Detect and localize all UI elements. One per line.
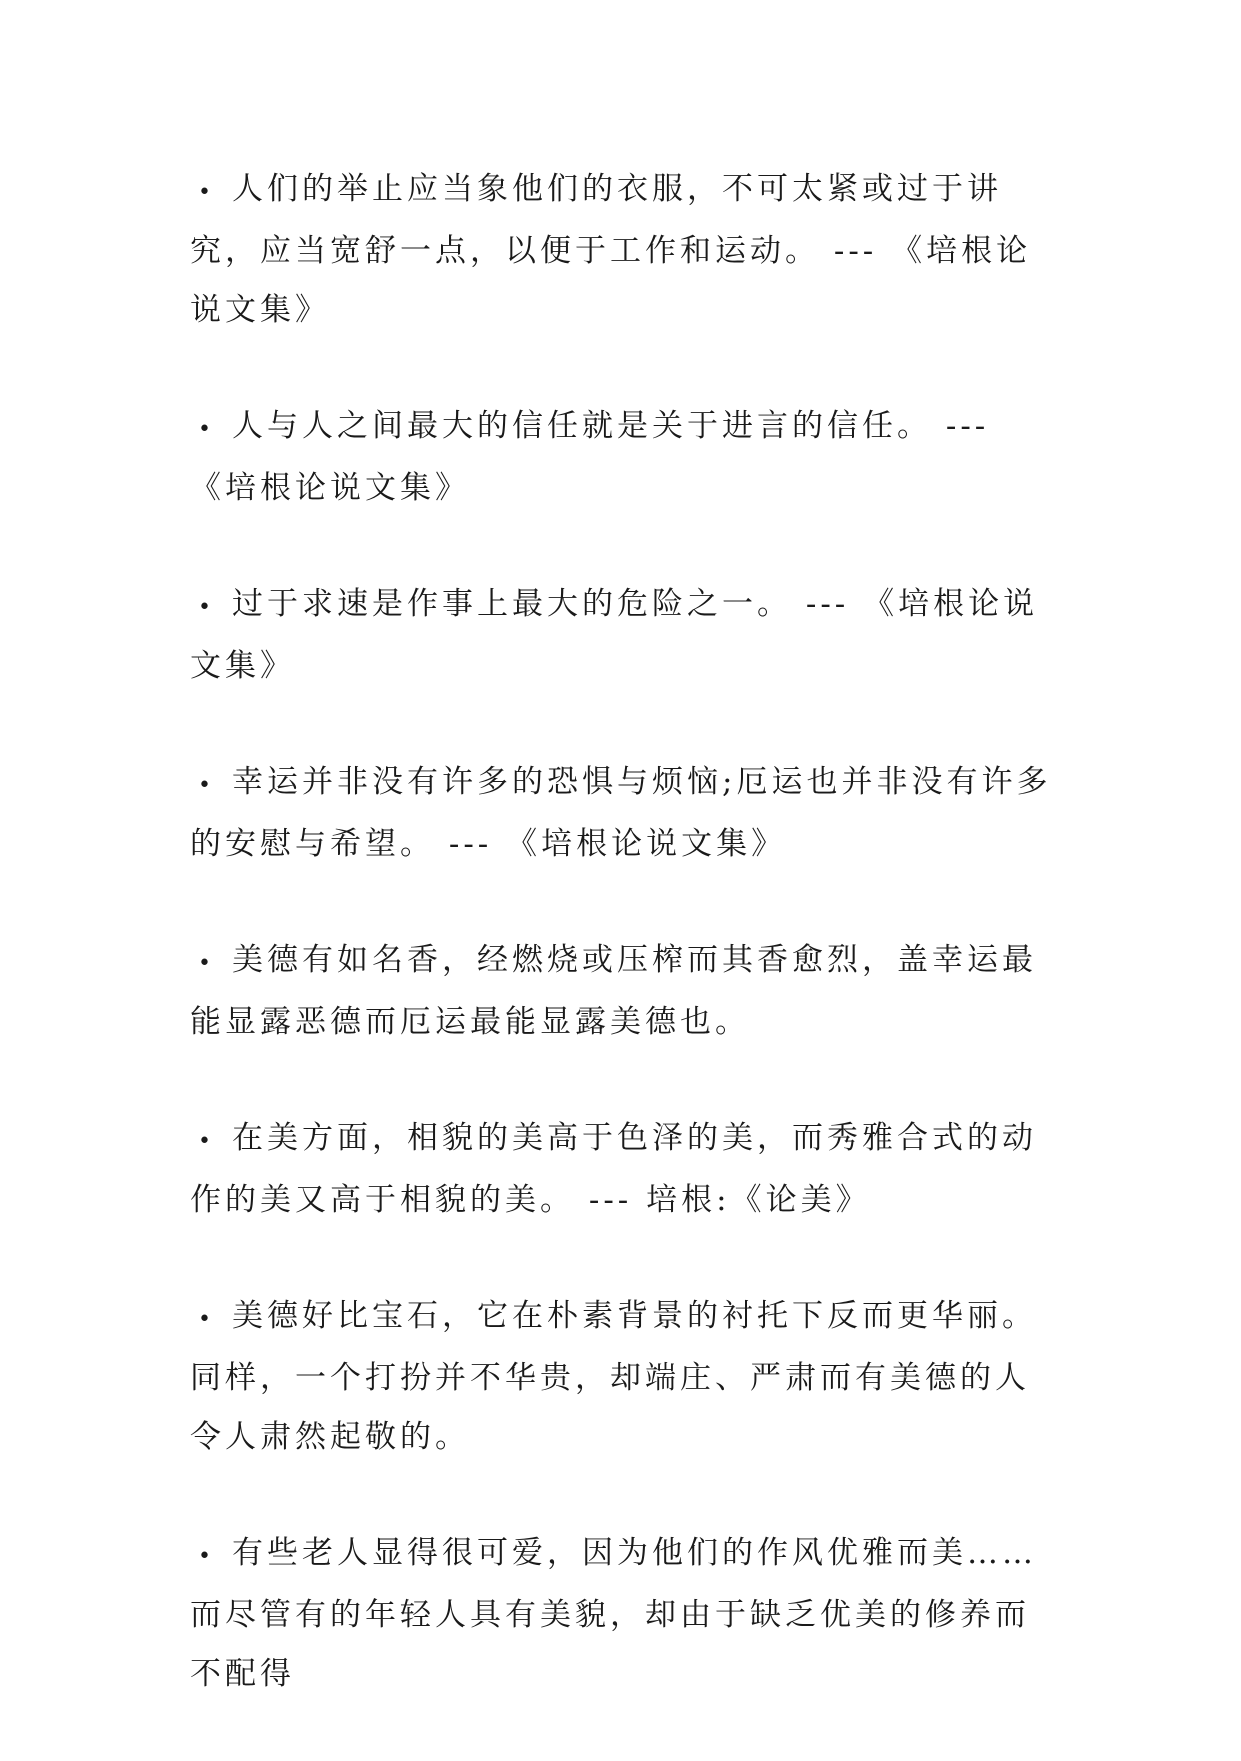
quote-text: 人们的举止应当象他们的衣服，不可太紧或过于讲究，应当宽舒一点，以便于工作和运动。 --- 《培根论说文集》 — [190, 171, 1032, 328]
bullet-icon: • — [198, 951, 215, 976]
quote-text: 有些老人显得很可爱，因为他们的作风优雅而美……而尽管有的年轻人具有美貌，却由于缺乏优美的修养而不配得 — [190, 1535, 1037, 1692]
quote-text: 幸运并非没有许多的恐惧与烦恼;厄运也并非没有许多的安慰与希望。 --- 《培根论说文集》 — [190, 764, 1052, 862]
quote-text: 过于求速是作事上最大的危险之一。 --- 《培根论说文集》 — [190, 586, 1039, 684]
bullet-icon: • — [198, 1307, 215, 1332]
quote-item — [190, 1287, 1052, 1467]
quote-item — [190, 1109, 1052, 1230]
quote-text: 美德有如名香，经燃烧或压榨而其香愈烈，盖幸运最能显露恶德而厄运最能显露美德也。 — [190, 942, 1037, 1040]
quote-item — [190, 160, 1052, 340]
bullet-icon: • — [198, 1544, 215, 1569]
bullet-icon: • — [198, 1129, 215, 1154]
quote-text: 在美方面，相貌的美高于色泽的美，而秀雅合式的动作的美又高于相貌的美。 --- 培根:《论美》 — [190, 1120, 1037, 1218]
bullet-icon: • — [198, 180, 215, 205]
quote-text: 人与人之间最大的信任就是关于进言的信任。 --- 《培根论说文集》 — [190, 408, 990, 506]
quote-item — [190, 753, 1052, 874]
quote-item — [190, 397, 1052, 518]
bullet-icon: • — [198, 595, 215, 620]
quote-item — [190, 575, 1052, 696]
quote-list — [190, 160, 1052, 1761]
bullet-icon: • — [198, 773, 215, 798]
quote-item — [190, 931, 1052, 1052]
quote-text: 美德好比宝石，它在朴素背景的衬托下反而更华丽。同样，一个打扮并不华贵，却端庄、严肃而有美德的人令人肃然起敬的。 — [190, 1298, 1037, 1455]
quote-item — [190, 1524, 1052, 1704]
bullet-icon: • — [198, 417, 215, 442]
